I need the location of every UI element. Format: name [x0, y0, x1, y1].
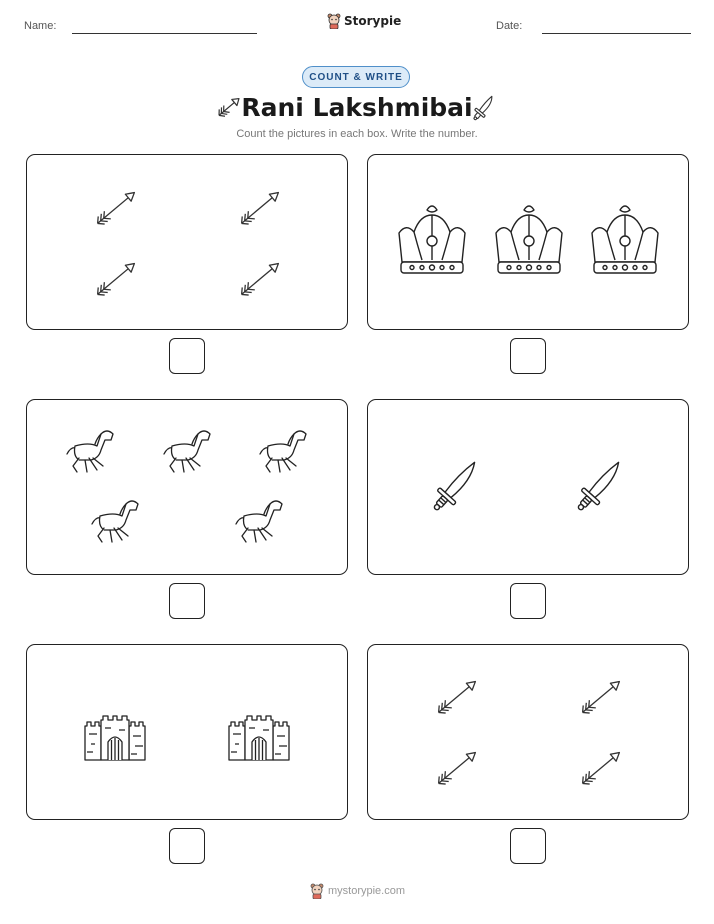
brand-name: Storypie [344, 14, 402, 28]
date-label: Date: [496, 20, 523, 32]
arrow-icon [238, 260, 281, 299]
name-line[interactable] [72, 33, 257, 34]
count-box-4 [367, 399, 689, 575]
count-box-1 [26, 154, 348, 330]
arrow-icon [579, 749, 622, 788]
horse-icon [92, 501, 138, 542]
worksheet-title: Rani Lakshmibai [241, 93, 473, 122]
arrow-icon [94, 260, 137, 299]
count-box-3 [26, 399, 348, 575]
count-write-badge: COUNT & WRITE [302, 66, 410, 88]
answer-box-5[interactable] [169, 828, 205, 864]
sword-icon [571, 456, 628, 516]
date-line[interactable] [542, 33, 691, 34]
answer-box-2[interactable] [510, 338, 546, 374]
answer-box-4[interactable] [510, 583, 546, 619]
footer [310, 883, 405, 899]
horse-icon [236, 501, 282, 542]
answer-box-6[interactable] [510, 828, 546, 864]
count-box-6 [367, 644, 689, 820]
footer-url: mystorypie.com [328, 885, 406, 897]
arrow-icon [435, 749, 478, 788]
instructions: Count the pictures in each box. Write the number. [236, 128, 478, 140]
brand-logo [327, 13, 401, 29]
count-box-5 [26, 644, 348, 820]
sword-icon [470, 93, 498, 123]
arrow-icon [238, 189, 281, 228]
crown-icon [399, 206, 465, 273]
sword-icon [427, 456, 484, 516]
bear-logo-icon [327, 13, 341, 29]
castle-icon [85, 716, 145, 760]
answer-box-3[interactable] [169, 583, 205, 619]
horse-icon [260, 431, 306, 472]
crown-icon [496, 206, 562, 273]
crown-icon [592, 206, 658, 273]
arrow-icon [94, 189, 137, 228]
count-box-2 [367, 154, 689, 330]
arrow-icon [579, 678, 622, 717]
arrow-icon [435, 678, 478, 717]
bear-logo-icon [310, 883, 324, 899]
horse-icon [164, 431, 210, 472]
horse-icon [67, 431, 113, 472]
answer-box-1[interactable] [169, 338, 205, 374]
name-label: Name: [24, 20, 57, 32]
castle-icon [229, 716, 289, 760]
